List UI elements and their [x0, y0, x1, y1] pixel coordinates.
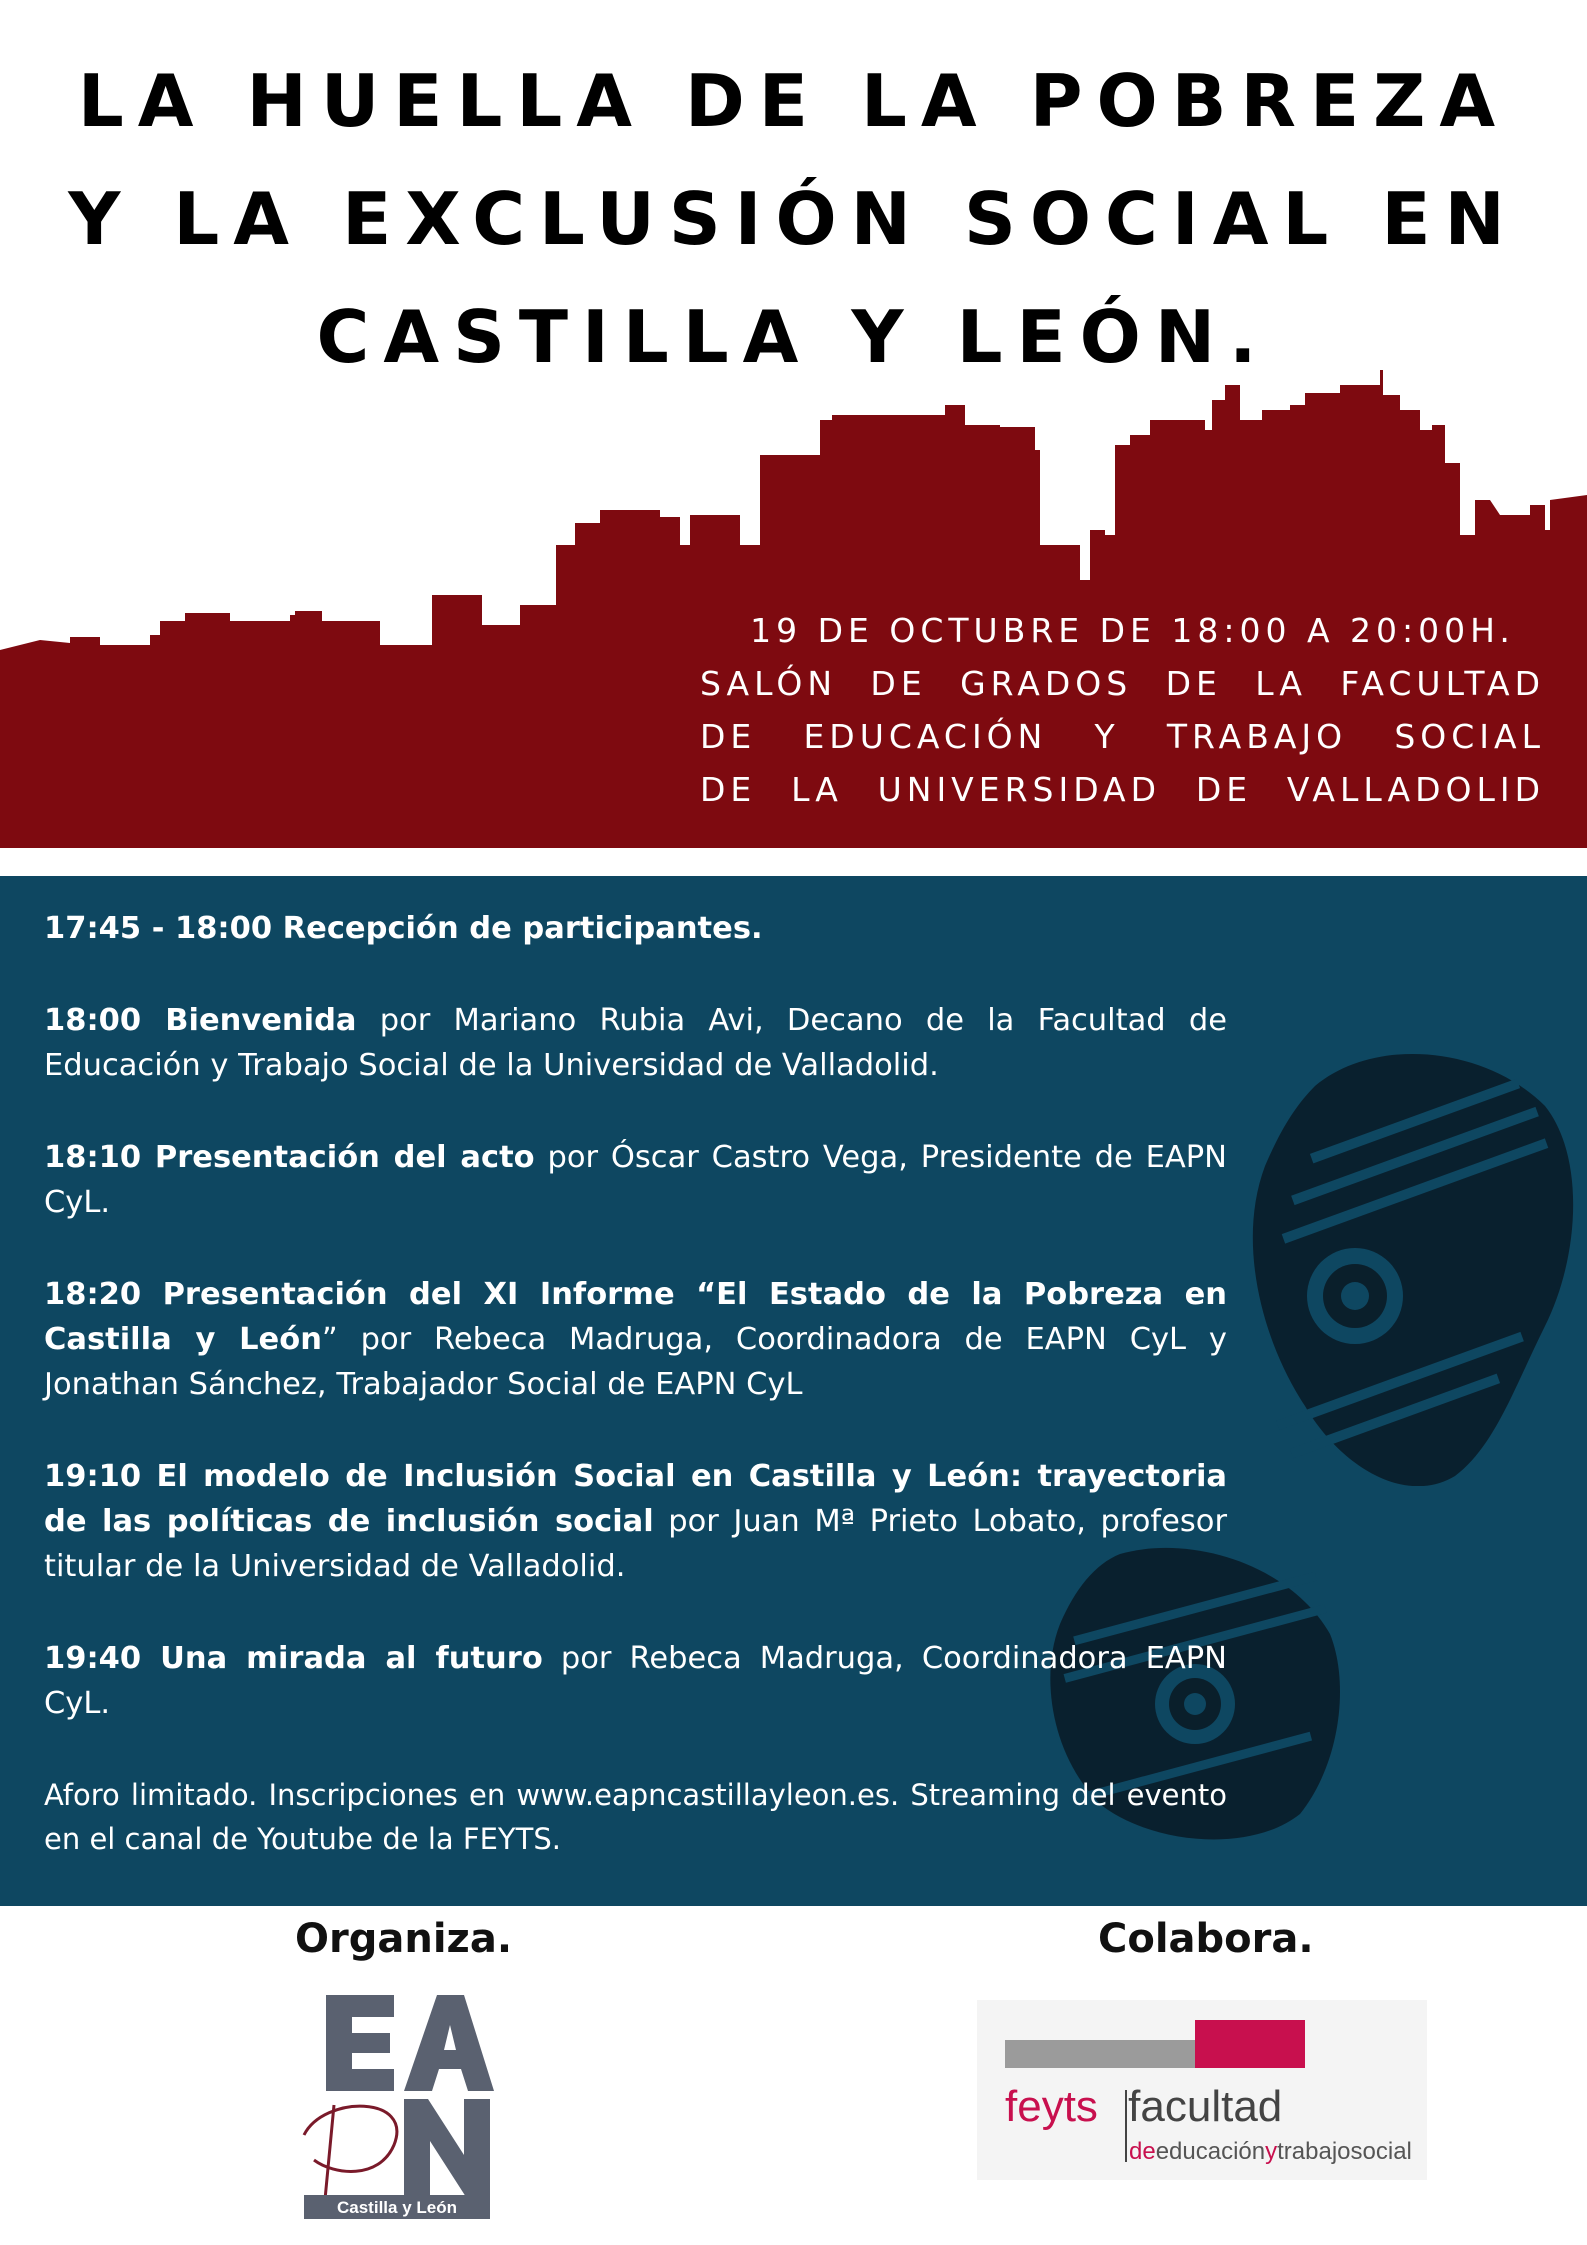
program-item — [44, 906, 1227, 951]
organiza-label: Organiza. — [295, 1916, 513, 1962]
program-item-time-title: 19:10 El modelo de Inclusión Social en Castilla y León: trayectoria de las políticas de inclusión social — [44, 1459, 1227, 1539]
feyts-logo-sub-trabajosocial: trabajosocial — [1277, 2138, 1412, 2165]
program-item-time-title: 19:40 Una mirada al futuro — [44, 1641, 543, 1676]
feyts-logo-red-bar — [1195, 2020, 1305, 2068]
program-item — [44, 1272, 1227, 1407]
feyts-logo — [977, 2000, 1427, 2180]
feyts-logo-facultad: facultad — [1128, 2082, 1283, 2131]
program-item-time-title: 17:45 - 18:00 Recepción de participantes. — [44, 911, 763, 946]
feyts-logo-sub-y: y — [1265, 2138, 1278, 2165]
eapn-logo — [294, 1995, 514, 2220]
colabora-label: Colabora. — [1098, 1916, 1314, 1962]
program-item — [44, 1135, 1227, 1225]
feyts-logo-gray-bar — [1005, 2040, 1195, 2068]
program-item — [44, 1454, 1227, 1589]
program-item — [44, 998, 1227, 1088]
title-line-2: Y LA EXCLUSIÓN SOCIAL EN — [68, 177, 1519, 261]
program-item-text: por Rebeca Madruga, Coordinadora EAPN CyL. — [44, 1641, 1228, 1721]
feyts-logo-sub-educacion: educación — [1155, 2138, 1266, 2165]
event-venue-line-3: DE LA UNIVERSIDAD DE VALLADOLID — [700, 770, 1545, 809]
program-item-time-title: 18:10 Presentación del acto — [44, 1140, 535, 1175]
footprint-sole-icon — [1245, 1046, 1585, 1486]
event-date: 19 DE OCTUBRE DE 18:00 A 20:00H. — [750, 611, 1515, 650]
title-line-1: LA HUELLA DE LA POBREZA — [77, 59, 1510, 143]
program-item-text: por Óscar Castro Vega, Presidente de EAPN CyL. — [44, 1140, 1228, 1220]
program-item-text: por Juan Mª Prieto Lobato, profesor titular de la Universidad de Valladolid. — [44, 1504, 1228, 1584]
registration-note: Aforo limitado. Inscripciones en www.eapncastillayleon.es. Streaming del evento en el canal de Youtube de la FEYTS. — [44, 1778, 1227, 1856]
event-venue-line-2: DE EDUCACIÓN Y TRABAJO SOCIAL — [700, 717, 1545, 756]
program-item-time-title: 18:00 Bienvenida — [44, 1003, 357, 1038]
program-section — [0, 876, 1587, 1906]
program-item-time-title: 18:20 Presentación del XI Informe “El Estado de la Pobreza en Castilla y León — [44, 1277, 1227, 1357]
feyts-logo-wordmark — [1005, 2082, 1282, 2132]
poster-title — [0, 42, 1587, 396]
program-item — [44, 1636, 1227, 1726]
feyts-logo-brand: feyts — [1005, 2082, 1098, 2131]
title-line-3: CASTILLA Y LEÓN. — [316, 295, 1271, 379]
event-details — [700, 604, 1545, 816]
program-item-text: ” por Rebeca Madruga, Coordinadora de EAPN CyL y Jonathan Sánchez, Trabajador Social de EAPN CyL — [44, 1322, 1227, 1402]
eapn-logo-subtitle: Castilla y León — [337, 2198, 457, 2217]
program-list — [44, 906, 1227, 1908]
feyts-logo-subtitle — [1129, 2138, 1412, 2166]
feyts-logo-separator — [1125, 2090, 1127, 2162]
event-venue-line-1: SALÓN DE GRADOS DE LA FACULTAD — [700, 664, 1545, 703]
program-item-text: por Mariano Rubia Avi, Decano de la Facultad de Educación y Trabajo Social de la Universidad de Valladolid. — [44, 1003, 1227, 1083]
feyts-logo-sub-de: de — [1129, 2138, 1156, 2165]
